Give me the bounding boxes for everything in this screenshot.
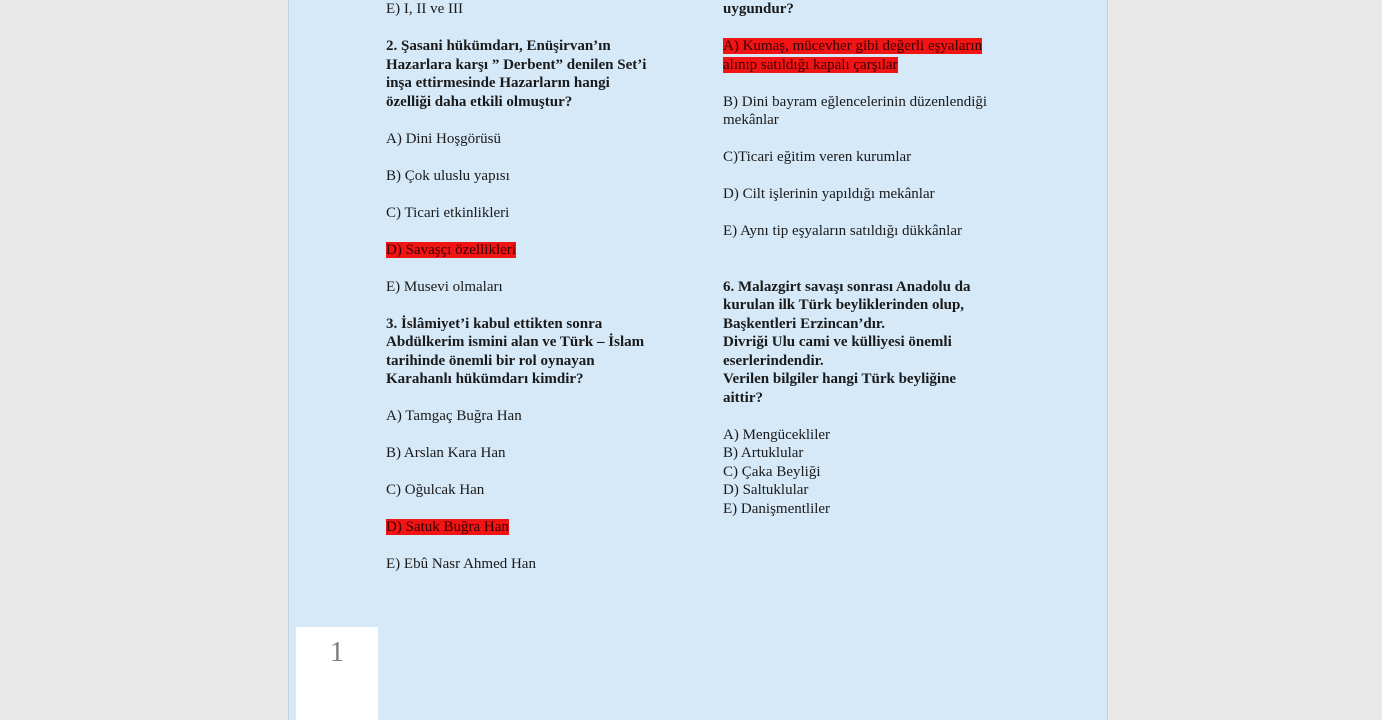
q2-option-e: E) Musevi olmaları [386, 278, 503, 295]
previous-question-tail: uygundur? [723, 1, 794, 17]
q6-option-a: A) Mengücekliler [723, 426, 831, 443]
question-6-line-1: 6. Malazgirt savaşı sonrası Anadolu da [723, 278, 971, 295]
page-number: 1 [330, 637, 344, 668]
q3-option-c: C) Oğulcak Han [386, 482, 485, 498]
q5-option-a-line-2-highlighted-answer: alınıp satıldığı kapalı çarşılar [723, 56, 898, 73]
q6-option-e: E) Danişmentliler [723, 500, 831, 517]
document-page [288, 0, 1108, 720]
q3-option-d-highlighted-answer: D) Satuk Buğra Han [386, 519, 509, 535]
q3-option-a: A) Tamgaç Buğra Han [386, 408, 522, 424]
q2-option-a: A) Dini Hoşgörüsü [386, 130, 501, 147]
page-number-box [296, 627, 378, 720]
q5-option-b-line-2: mekânlar [723, 112, 779, 128]
question-6-line-4: Divriği Ulu cami ve külliyesi önemli [723, 334, 952, 350]
question-3-line-2: Abdülkerim ismini alan ve Türk – İslam [386, 334, 645, 350]
q5-option-d: D) Cilt işlerinin yapıldığı mekânlar [723, 186, 935, 202]
q6-option-c: C) Çaka Beyliği [723, 463, 821, 480]
q6-option-b: B) Artuklular [723, 445, 804, 461]
question-3-line-3: tarihinde önemli bir rol oynayan [386, 352, 595, 369]
q2-option-d-highlighted-answer: D) Savaşçı özellikleri [386, 241, 516, 258]
question-6 [723, 278, 1023, 408]
right-column [723, 0, 1023, 518]
q3-option-b: B) Arslan Kara Han [386, 445, 506, 461]
question-6-line-5: eserlerindendir. [723, 352, 824, 369]
question-3 [386, 315, 716, 389]
question-6-line-6: Verilen bilgiler hangi Türk beyliğine [723, 371, 957, 387]
q5-option-a-line-1-highlighted-answer: A) Kumaş, mücevher gibi değerli eşyaların [723, 38, 983, 54]
q2-option-c: C) Ticari etkinlikleri [386, 204, 510, 221]
question-2 [386, 37, 716, 111]
question-2-line-1: 2. Şasani hükümdarı, Enüşirvan’ın [386, 38, 611, 54]
question-2-line-3: inşa ettirmesinde Hazarların hangi [386, 75, 610, 91]
q6-option-d: D) Saltuklular [723, 482, 809, 498]
q5-option-e: E) Aynı tip eşyaların satıldığı dükkânlar [723, 223, 962, 239]
q5-option-c: C)Ticari eğitim veren kurumlar [723, 149, 912, 165]
q2-option-b: B) Çok uluslu yapısı [386, 167, 510, 184]
left-column [386, 0, 716, 574]
question-6-line-7: aittir? [723, 389, 763, 406]
question-3-line-4: Karahanlı hükümdarı kimdir? [386, 371, 584, 387]
question-2-line-2: Hazarlara karşı ” Derbent” denilen Set’i [386, 56, 647, 73]
previous-question-option-e: E) I, II ve III [386, 1, 464, 17]
question-6-line-3: Başkentleri Erzincan’dır. [723, 315, 885, 332]
question-3-line-1: 3. İslâmiyet’i kabul ettikten sonra [386, 315, 603, 332]
q3-option-e: E) Ebû Nasr Ahmed Han [386, 556, 536, 572]
question-6-line-2: kurulan ilk Türk beyliklerinden olup, [723, 297, 965, 313]
q5-option-b-line-1: B) Dini bayram eğlencelerinin düzenlendiği [723, 93, 988, 110]
question-2-line-4: özelliği daha etkili olmuştur? [386, 93, 573, 110]
